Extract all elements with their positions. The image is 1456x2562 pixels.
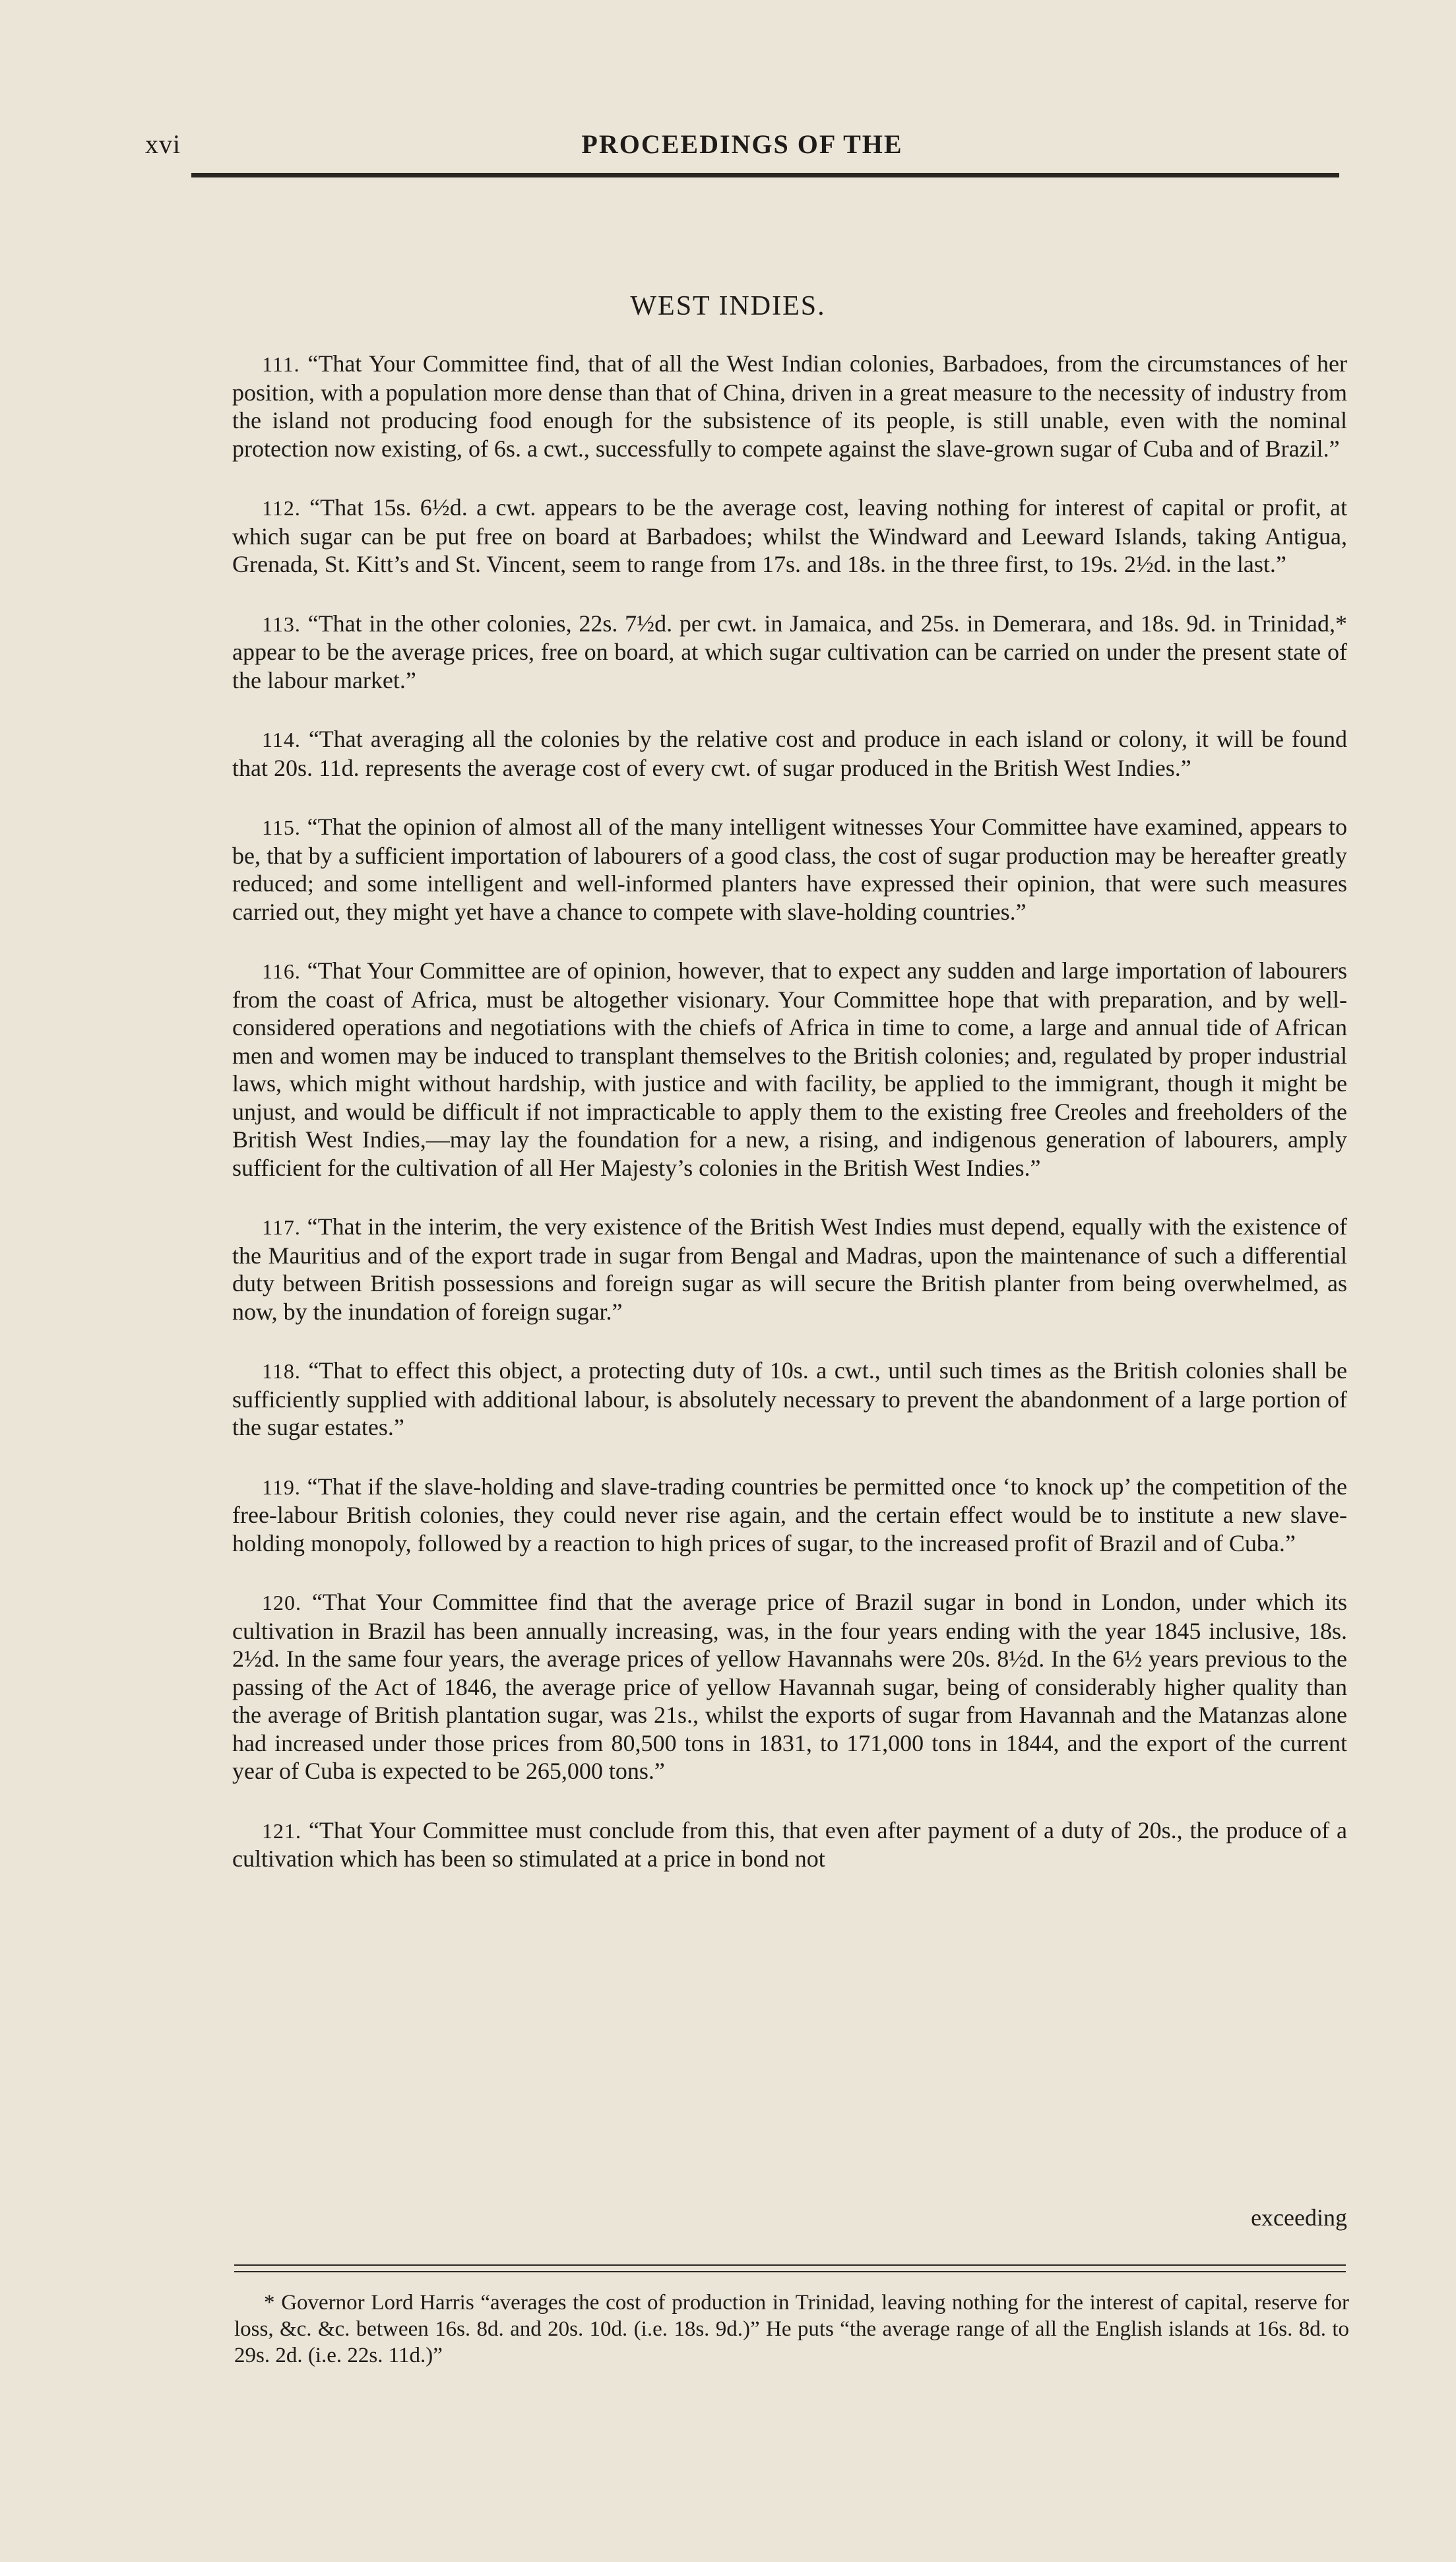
paragraph-115 xyxy=(232,813,1347,926)
paragraph-number: 118. xyxy=(262,1359,301,1383)
paragraph-text: “That to effect this object, a protecting duty of 10s. a cwt., until such times as the British colonies shall be sufficiently supplied with additional labour, is absolutely necessary to prevent the abandonment of a large portion of the sugar estates.” xyxy=(232,1357,1348,1440)
catchword: exceeding xyxy=(1251,2204,1347,2231)
body-text xyxy=(232,350,1347,1873)
paragraph-number: 119. xyxy=(262,1475,301,1499)
page-header xyxy=(145,129,1339,168)
paragraph-number: 115. xyxy=(262,816,301,839)
paragraph-number: 114. xyxy=(262,728,301,752)
paragraph-text: “That if the slave-holding and slave-trading countries be permitted once ‘to knock up’ the competition of the free-labour British colonies, they could never rise again, and the certain effect would be to institute a new slave-holding monopoly, followed by a reaction to high prices of sugar, to the increased profit of Brazil and of Cuba.” xyxy=(232,1473,1347,1556)
paragraph-text: “That Your Committee find that the average price of Brazil sugar in bond in London, under which its cultivation in Brazil has been annually increasing, was, in the four years ending with the year 1845 inclusive, 18s. 2½d. In the same four years, the average prices of yellow Havannahs were 20s. 8½d. In the 6½ years previous to the passing of the Act of 1846, the average price of yellow Havannah sugar, being of considerably higher quality than the average of British plantation sugar, was 21s., whilst the exports of sugar from Havannah and the Matanzas alone had increased under those prices from 80,500 tons in 1831, to 171,000 tons in 1844, and the export of the current year of Cuba is expected to be 265,000 tons.” xyxy=(232,1589,1348,1784)
footnote-text: * Governor Lord Harris “averages the cost of production in Trinidad, leaving nothing for the interest of capital, reserve for loss, &c. &c. between 16s. 8d. and 20s. 10d. (i.e. 18s. 9d.)” He puts “the average range of all the English islands at 16s. 8d. to 29s. 2d. (i.e. 22s. 11d.)” xyxy=(234,2291,1349,2367)
paragraph-number: 121. xyxy=(262,1818,301,1843)
paragraph-text: “That averaging all the colonies by the relative cost and produce in each island or colony, it will be found that 20s. 11d. represents the average cost of every cwt. of sugar produced in the British West Indies.” xyxy=(232,726,1348,781)
paragraph-number: 112. xyxy=(262,496,301,520)
paragraph-118 xyxy=(232,1357,1347,1442)
paragraph-text: “That the opinion of almost all of the many intelligent witnesses Your Committee have examined, appears to be, that by a sufficient importation of labourers of a good class, the cost of sugar production may be hereafter greatly reduced; and some intelligent and well-informed planters have expressed their opinion, that were such measures carried out, they might yet have a chance to compete with slave-holding countries.” xyxy=(232,814,1347,925)
header-rule xyxy=(191,173,1339,177)
paragraph-119 xyxy=(232,1473,1347,1558)
paragraph-111 xyxy=(232,350,1347,463)
paragraph-text: “That in the other colonies, 22s. 7½d. per cwt. in Jamaica, and 25s. in Demerara, and 18s. 9d. in Trinidad,* appear to be the average prices, free on board, at which sugar cultivation can be carried on under the present state of the labour market.” xyxy=(232,610,1348,693)
paragraph-text: “That Your Committee must conclude from this, that even after payment of a duty of 20s., the produce of a cultivation which has been so stimulated at a price in bond not xyxy=(232,1816,1347,1872)
footnote-rule xyxy=(234,2264,1346,2272)
paragraph-117 xyxy=(232,1213,1347,1326)
paragraph-number: 117. xyxy=(262,1215,301,1239)
paragraph-121 xyxy=(232,1816,1347,1873)
paragraph-120 xyxy=(232,1588,1347,1785)
paragraph-114 xyxy=(232,725,1347,782)
paragraph-text: “That Your Committee find, that of all the West Indian colonies, Barbadoes, from the circumstances of her position, with a population more dense than that of China, driven in a great measure to the necessity of industry from the island not producing food enough for the subsistence of its people, is still unable, even with the nominal protection now existing, of 6s. a cwt., successfully to compete against the slave-grown sugar of Cuba and of Brazil.” xyxy=(232,350,1348,462)
footnote xyxy=(234,2290,1349,2369)
paragraph-text: “That in the interim, the very existence of the British West Indies must depend, equally with the existence of the Mauritius and of the export trade in sugar from Bengal and Madras, upon the maintenance of such a differential duty between British possessions and foreign sugar as will secure the British planter from being overwhelmed, as now, by the inundation of foreign sugar.” xyxy=(232,1213,1348,1325)
paragraph-number: 113. xyxy=(262,612,301,636)
paragraph-number: 116. xyxy=(262,959,301,983)
paragraph-number: 111. xyxy=(262,352,300,376)
paragraph-text: “That Your Committee are of opinion, however, that to expect any sudden and large importation of labourers from the coast of Africa, must be altogether visionary. Your Committee hope that with preparation, and by well-considered operations and negotiations with the chiefs of Africa in time to come, a large and annual tide of African men and women may be induced to transplant themselves to the British colonies; and, regulated by proper industrial laws, which might without hardship, with justice and with facility, be applied to the immigrant, though it might be unjust, and would be difficult if not impracticable to apply them to the existing free Creoles and freeholders of the British West Indies,—may lay the foundation for a new, a rising, and indigenous generation of labourers, amply sufficient for the cultivation of all Her Majesty’s colonies in the British West Indies.” xyxy=(232,957,1347,1181)
paragraph-112 xyxy=(232,494,1347,579)
running-head: PROCEEDINGS OF THE xyxy=(581,129,903,159)
section-title: WEST INDIES. xyxy=(630,291,826,321)
paragraph-text: “That 15s. 6½d. a cwt. appears to be the average cost, leaving nothing for interest of capital or profit, at which sugar can be put free on board at Barbadoes; whilst the Windward and Leeward Islands, taking Antigua, Grenada, St. Kitt’s and St. Vincent, seem to range from 17s. and 18s. in the three first, to 19s. 2½d. in the last.” xyxy=(232,494,1348,577)
paragraph-116 xyxy=(232,957,1347,1182)
paragraph-113 xyxy=(232,610,1347,695)
paragraph-number: 120. xyxy=(262,1591,301,1615)
page-number: xvi xyxy=(145,129,181,159)
